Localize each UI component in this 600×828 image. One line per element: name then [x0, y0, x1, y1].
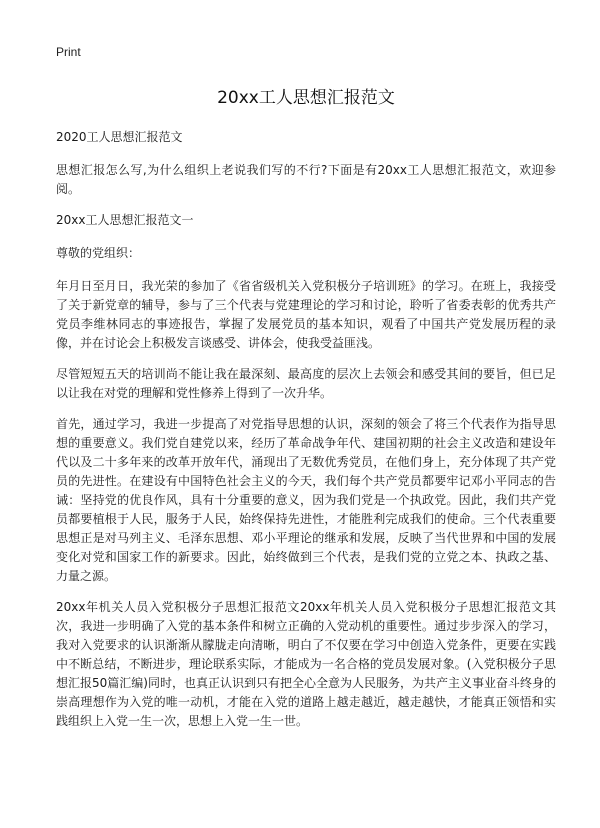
paragraph-body-2: 尽管短短五天的培训尚不能让我在最深刻、最高度的层次上去领会和感受其间的要旨，但已足以让我在对党的理解和党性修养上得到了一次升华。 [56, 367, 556, 400]
paragraph-body-3: 首先，通过学习，我进一步提高了对党指导思想的认识，深刻的领会了将三个代表作为指导思想的重要意义。我们党自建党以来，经历了革命战争年代、建国初期的社会主义改造和建设年代以及二十多年来的改革开放年代，涌现出了无数优秀党员，在他们身上，充分体现了共产党员的先进性。在建设有中国特色社会主义的今天，我们每个共产党员都要牢记邓小平同志的告诫：坚持党的优良作风，具有十分重要的意义，因为我们党是一个执政党。因此，我们共产党员都要植根于人民，服务于人民，始终保持先进性，才能胜利完成我们的使命。三个代表重要思想正是对马列主义、毛泽东思想、邓小平理论的继承和发展，反映了当代世界和中国的发展变化对党和国家工作的新要求。因此，始终做到三个代表，是我们党的立党之本、执政之基、力量之源。 [56, 417, 556, 583]
paragraph-salutation: 尊敬的党组织： [56, 246, 141, 260]
paragraph-body-4: 20xx年机关人员入党积极分子思想汇报范文20xx年机关人员入党积极分子思想汇报范文其次，我进一步明确了入党的基本条件和树立正确的入党动机的重要性。通过步步深入的学习，我对入党要求的认识渐渐从朦胧走向清晰，明白了不仅要在学习中创造入党条件，更要在实践中不断总结，不断进步，理论联系实际，才能成为一名合格的党员发展对象。(入党积极分子思想汇报50篇汇编)同时，也真正认识到只有把全心全意为人民服务，为共产主义事业奋斗终身的崇高理想作为入党的唯一动机，才能在入党的道路上越走越近，越走越快，才能真正领悟和实践组织上入党一生一次，思想上入党一生一世。 [56, 600, 556, 728]
document-title: 20xx工人思想汇报范文 [217, 88, 395, 108]
paragraph-intro: 思想汇报怎么写,为什么组织上老说我们写的不行?下面是有20xx工人思想汇报范文，欢迎参阅。 [56, 163, 556, 196]
paragraph-section-heading: 20xx工人思想汇报范文一 [56, 213, 194, 227]
print-label: Print [56, 45, 81, 59]
paragraph-body-1: 年月日至月日，我光荣的参加了《省省级机关入党积极分子培训班》的学习。在班上，我接受了关于新党章的辅导，参与了三个代表与党建理论的学习和讨论，聆听了省委表彰的优秀共产党员李维林同志的事迹报告，掌握了发展党员的基本知识，观看了中国共产党发展历程的录像，并在讨论会上积极发言谈感受、讲体会，使我受益匪浅。 [56, 279, 556, 350]
paragraph-subtitle: 2020工人思想汇报范文 [56, 130, 183, 144]
